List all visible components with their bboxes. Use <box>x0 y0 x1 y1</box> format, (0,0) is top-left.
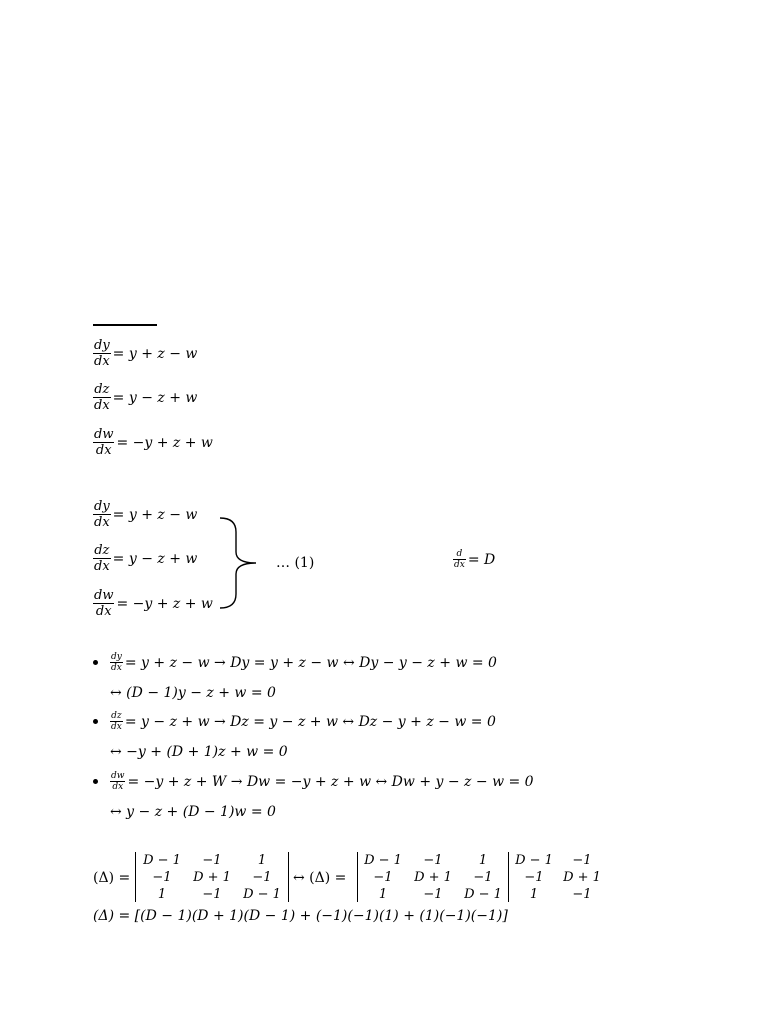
bullet-dot <box>93 779 98 784</box>
matrix-cell: −1 <box>524 870 544 885</box>
operator-definition: $\frac{d}{dx}$ = D <box>454 549 496 570</box>
determinant-expansion: (Δ) = [(D − 1)(D + 1)(D − 1) + (−1)(−1)(1) + (1)(−1)(−1)] <box>93 908 508 924</box>
determinant-left-bar <box>135 852 136 902</box>
bullet-equation-z: $\frac{dz}{dx}$ = y − z + w → Dz = y − z + w ↔ Dz − y + z − w = 0 <box>111 711 496 732</box>
delta-label: (Δ) = <box>93 870 131 886</box>
matrix-cell: D − 1 <box>143 853 181 868</box>
matrix-cell: −1 <box>152 870 172 885</box>
matrix-cell: −1 <box>202 853 222 868</box>
equation-dw-dx: $\frac{dw}{dx}$ = −y + z + w <box>94 427 213 458</box>
matrix-cell: −1 <box>252 870 272 885</box>
system-equation-dw-dx: $\frac{dw}{dx}$ = −y + z + w <box>94 588 213 619</box>
bullet-equation-z-result: ↔ −y + (D + 1)z + w = 0 <box>110 744 288 760</box>
matrix-cell: D − 1 <box>364 853 402 868</box>
matrix-cell: −1 <box>473 870 493 885</box>
system-label: … (1) <box>276 555 315 571</box>
equation-dy-dx: $\frac{dy}{dx}$ = y + z − w <box>94 338 198 369</box>
matrix-cell: −1 <box>423 853 443 868</box>
matrix-cell: −1 <box>572 887 592 902</box>
bullet-equation-y: $\frac{dy}{dx}$ = y + z − w → Dy = y + z − w ↔ Dy − y − z + w = 0 <box>111 652 497 673</box>
equation-dz-dx: $\frac{dz}{dx}$ = y − z + w <box>94 382 198 413</box>
bullet-dot <box>93 719 98 724</box>
delta-equivalence: ↔ (Δ) = <box>293 870 347 886</box>
matrix-cell: 1 <box>378 887 388 902</box>
matrix-cell: 1 <box>257 853 267 868</box>
matrix-cell: D + 1 <box>193 870 231 885</box>
matrix-cell: D + 1 <box>414 870 452 885</box>
bullet-equation-w: $\frac{dw}{dx}$ = −y + z + W → Dw = −y + z + w ↔ Dw + y − z − w = 0 <box>111 771 534 792</box>
matrix-cell: 1 <box>157 887 167 902</box>
matrix-cell: −1 <box>373 870 393 885</box>
system-equation-dz-dx: $\frac{dz}{dx}$ = y − z + w <box>94 543 198 574</box>
determinant-right-bar <box>288 852 289 902</box>
matrix-cell: −1 <box>572 853 592 868</box>
matrix-cell: −1 <box>202 887 222 902</box>
matrix-cell: −1 <box>423 887 443 902</box>
section-rule <box>93 324 157 326</box>
matrix-cell: 1 <box>529 887 539 902</box>
matrix-cell: 1 <box>478 853 488 868</box>
matrix-cell: D + 1 <box>563 870 601 885</box>
matrix-cell: D − 1 <box>464 887 502 902</box>
system-equation-dy-dx: $\frac{dy}{dx}$ = y + z − w <box>94 499 198 530</box>
bullet-equation-y-result: ↔ (D − 1)y − z + w = 0 <box>110 685 276 701</box>
determinant-ext-right-bar <box>508 852 509 902</box>
matrix-cell: D − 1 <box>515 853 553 868</box>
right-brace <box>218 516 258 610</box>
matrix-cell: D − 1 <box>243 887 281 902</box>
bullet-dot <box>93 660 98 665</box>
bullet-equation-w-result: ↔ y − z + (D − 1)w = 0 <box>110 804 276 820</box>
